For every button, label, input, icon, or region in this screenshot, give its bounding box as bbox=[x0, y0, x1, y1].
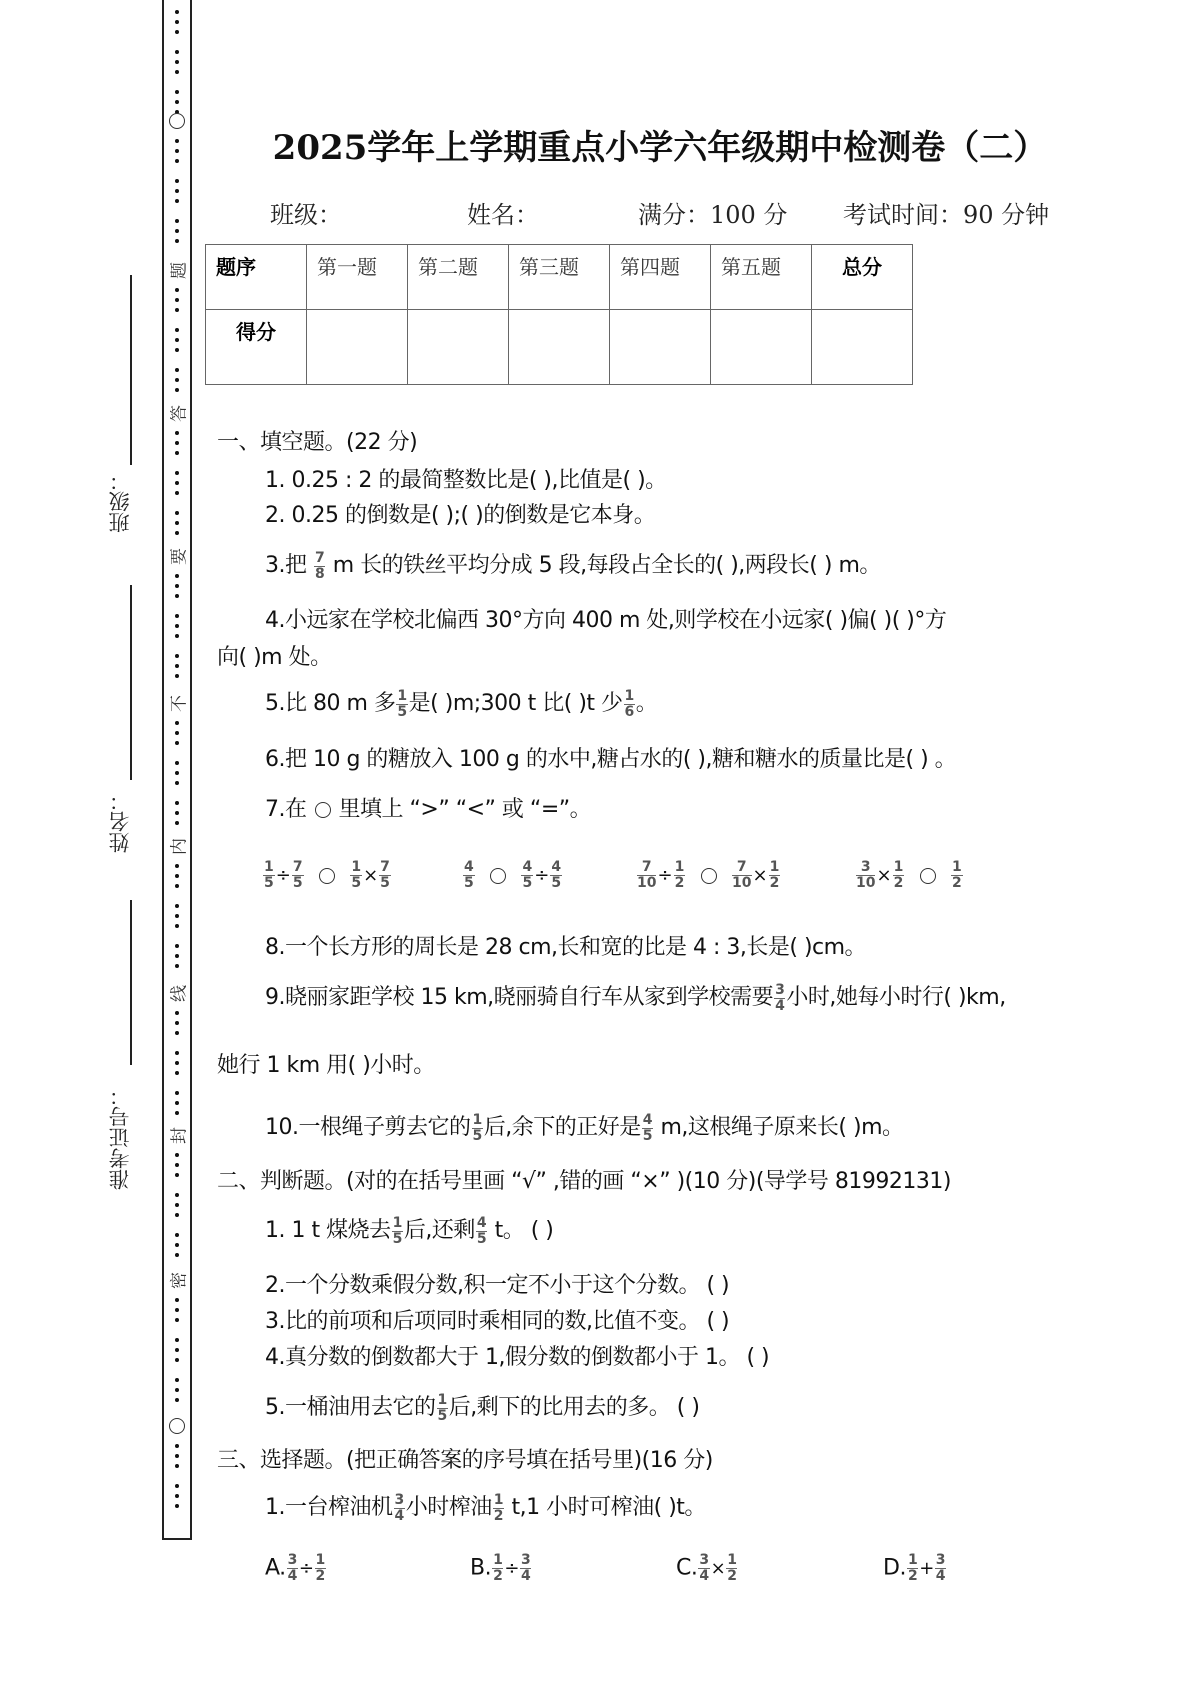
section1-heading: 一、填空题。(22 分) bbox=[217, 430, 418, 455]
dot-leader bbox=[175, 1378, 179, 1408]
score-cell-1[interactable] bbox=[307, 310, 408, 385]
s2-question-5: 5.一桶油用去它的 $\frac{1}{5}$ 后,剩下的比用去的多。 ( ) bbox=[265, 1391, 700, 1424]
section2-heading: 二、判断题。(对的在括号里画 “√” ,错的画 “×” )(10 分)(导学号 81992131) bbox=[217, 1169, 951, 1194]
binding-strip-dots bbox=[164, 0, 190, 1538]
s3-question-1: 1.一台榨油机 $\frac{3}{4}$ 小时榨油 $\frac{1}{2}$ t,1 小时可榨油( )t。 bbox=[265, 1491, 706, 1524]
dot-leader bbox=[175, 1298, 179, 1328]
binding-strip-char: 内 bbox=[169, 838, 190, 855]
section3-heading: 三、选择题。(把正确答案的序号填在括号里)(16 分) bbox=[217, 1448, 713, 1473]
s1-question-4-line1: 4.小远家在学校北偏西 30°方向 400 m 处,则学校在小远家( )偏( )( )°方 bbox=[265, 608, 947, 633]
score-cell-4[interactable] bbox=[610, 310, 711, 385]
option-c[interactable]: C. $\frac{3}{4}$ × $\frac{1}{2}$ bbox=[676, 1552, 737, 1584]
table-cell-q1: 第一题 bbox=[317, 255, 377, 279]
s2-question-1: 1. 1 t 煤烧去 $\frac{1}{5}$ 后,还剩 $\frac{4}{5}$ t。 ( ) bbox=[265, 1214, 554, 1247]
s1-question-9-line2: 她行 1 km 用( )小时。 bbox=[217, 1053, 435, 1078]
binding-strip-char: 封 bbox=[169, 1127, 190, 1144]
score-cell-total[interactable] bbox=[812, 310, 913, 385]
dot-leader bbox=[175, 574, 179, 604]
s1-question-9: 9.晓丽家距学校 15 km,晓丽骑自行车从家到学校需要 $\frac{3}{4}$ 小时,她每小时行( )km, bbox=[265, 981, 1006, 1014]
dot-leader bbox=[175, 654, 179, 684]
binding-strip-char: 密 bbox=[169, 1272, 190, 1289]
dot-leader bbox=[175, 288, 179, 318]
table-cell-q5: 第五题 bbox=[721, 255, 781, 279]
dot-leader bbox=[175, 10, 179, 40]
dot-leader bbox=[175, 50, 179, 80]
fraction: $\frac{1}{6}$ bbox=[624, 687, 634, 720]
dot-leader bbox=[175, 1153, 179, 1183]
table-cell-heading: 题序 bbox=[216, 255, 256, 279]
side-line-class bbox=[130, 275, 132, 465]
option-b[interactable]: B. $\frac{1}{2}$ ÷ $\frac{3}{4}$ bbox=[470, 1552, 531, 1584]
compare-item-4: $\frac{3}{10}$ × $\frac{1}{2}$ $\frac{1}{2}$ bbox=[856, 859, 962, 891]
fraction: $\frac{1}{5}$ bbox=[397, 687, 407, 720]
s2-question-4: 4.真分数的倒数都大于 1,假分数的倒数都小于 1。 ( ) bbox=[265, 1345, 770, 1370]
binding-strip-char: 线 bbox=[169, 985, 190, 1002]
side-label-name: 姓名： bbox=[108, 790, 132, 853]
full-score: 满分：100 分 bbox=[638, 201, 788, 229]
s1-question-7: 7.在 里填上 “>” “<” 或 “=”。 bbox=[265, 797, 592, 822]
score-table-header-row bbox=[206, 245, 913, 310]
s1-question-3: 3.把 $\frac{7}{8}$ m 长的铁丝平均分成 5 段,每段占全长的( ),两段长( ) m。 bbox=[265, 549, 881, 582]
fraction: $\frac{1}{2}$ bbox=[493, 1491, 504, 1524]
dot-leader bbox=[175, 139, 179, 169]
dot-leader bbox=[175, 1051, 179, 1081]
dot-leader bbox=[175, 1484, 179, 1514]
side-label-class: 班级： bbox=[108, 470, 132, 533]
dot-leader bbox=[175, 1091, 179, 1121]
dot-leader bbox=[175, 179, 179, 209]
compare-item-2: $\frac{4}{5}$ $\frac{4}{5}$ ÷ $\frac{4}{5}$ bbox=[464, 859, 562, 891]
fraction: $\frac{1}{5}$ bbox=[472, 1111, 482, 1144]
binding-strip bbox=[162, 0, 192, 1540]
option-d[interactable]: D. $\frac{1}{2}$ + $\frac{3}{4}$ bbox=[883, 1552, 946, 1584]
binding-strip-char: 不 bbox=[169, 695, 190, 712]
dot-leader bbox=[175, 1193, 179, 1223]
fraction: $\frac{4}{5}$ bbox=[642, 1111, 652, 1144]
s1-question-6: 6.把 10 g 的糖放入 100 g 的水中,糖占水的( ),糖和糖水的质量比是( ) 。 bbox=[265, 747, 957, 772]
compare-item-3: $\frac{7}{10}$ ÷ $\frac{1}{2}$ $\frac{7}{10}$ × $\frac{1}{2}$ bbox=[637, 859, 780, 891]
dot-leader bbox=[175, 864, 179, 894]
name-label: 姓名： bbox=[467, 201, 539, 229]
compare-circle-input[interactable] bbox=[319, 868, 335, 884]
score-cell-3[interactable] bbox=[509, 310, 610, 385]
binding-strip-char: 要 bbox=[169, 548, 190, 565]
dot-leader bbox=[175, 511, 179, 541]
table-cell-score-label: 得分 bbox=[236, 320, 276, 344]
option-a[interactable]: A. $\frac{3}{4}$ ÷ $\frac{1}{2}$ bbox=[265, 1552, 325, 1584]
compare-circle-input[interactable] bbox=[701, 868, 717, 884]
compare-circle-input[interactable] bbox=[920, 868, 936, 884]
fraction: $\frac{3}{4}$ bbox=[394, 1491, 404, 1524]
dot-leader bbox=[175, 944, 179, 974]
dot-leader bbox=[175, 1011, 179, 1041]
dot-leader bbox=[175, 431, 179, 461]
binding-ring-icon bbox=[169, 113, 185, 129]
s1-question-8: 8.一个长方形的周长是 28 cm,长和宽的比是 4 : 3,长是( )cm。 bbox=[265, 935, 867, 960]
compare-circle-input[interactable] bbox=[490, 868, 506, 884]
dot-leader bbox=[175, 761, 179, 791]
fraction: $\frac{3}{4}$ bbox=[775, 981, 785, 1014]
s1-question-4-line2: 向( )m 处。 bbox=[217, 645, 332, 670]
page-title: 2025学年上学期重点小学六年级期中检测卷（二） bbox=[272, 128, 1048, 168]
binding-strip-char: 题 bbox=[169, 262, 190, 279]
s2-question-3: 3.比的前项和后项同时乘相同的数,比值不变。 ( ) bbox=[265, 1309, 730, 1334]
s2-question-2: 2.一个分数乘假分数,积一定不小于这个分数。 ( ) bbox=[265, 1273, 730, 1298]
dot-leader bbox=[175, 328, 179, 358]
table-cell-total: 总分 bbox=[842, 255, 882, 279]
fraction: $\frac{1}{5}$ bbox=[437, 1391, 447, 1424]
s1-question-2: 2. 0.25 的倒数是( );( )的倒数是它本身。 bbox=[265, 503, 656, 528]
circle-icon bbox=[315, 802, 331, 818]
dot-leader bbox=[175, 1444, 179, 1474]
fraction: $\frac{7}{8}$ bbox=[315, 549, 325, 582]
binding-strip-char: 答 bbox=[169, 405, 190, 422]
compare-item-1: $\frac{1}{5}$ ÷ $\frac{7}{5}$ $\frac{1}{5}$ × $\frac{7}{5}$ bbox=[264, 859, 390, 891]
dot-leader bbox=[175, 1233, 179, 1263]
class-label: 班级： bbox=[270, 201, 342, 229]
table-cell-q3: 第三题 bbox=[519, 255, 579, 279]
score-table-score-row bbox=[206, 310, 913, 385]
fraction: $\frac{4}{5}$ bbox=[476, 1214, 487, 1247]
dot-leader bbox=[175, 219, 179, 249]
dot-leader bbox=[175, 471, 179, 501]
dot-leader bbox=[175, 904, 179, 934]
table-cell-q4: 第四题 bbox=[620, 255, 680, 279]
fraction: $\frac{1}{5}$ bbox=[392, 1214, 402, 1247]
side-label-exam-id: 准考证号： bbox=[108, 1085, 132, 1190]
s1-question-5: 5.比 80 m 多 $\frac{1}{5}$ 是( )m;300 t 比( )t 少 $\frac{1}{6}$ 。 bbox=[265, 687, 658, 720]
dot-leader bbox=[175, 368, 179, 398]
table-cell-q2: 第二题 bbox=[418, 255, 478, 279]
dot-leader bbox=[175, 1338, 179, 1368]
s1-question-10: 10.一根绳子剪去它的 $\frac{1}{5}$ 后,余下的正好是 $\frac{4}{5}$ m,这根绳子原来长( )m。 bbox=[265, 1111, 904, 1144]
s1-question-1: 1. 0.25 : 2 的最简整数比是( ),比值是( )。 bbox=[265, 468, 667, 493]
binding-ring-icon bbox=[169, 1418, 185, 1434]
score-cell-2[interactable] bbox=[408, 310, 509, 385]
dot-leader bbox=[175, 721, 179, 751]
score-cell-5[interactable] bbox=[711, 310, 812, 385]
side-line-id bbox=[130, 900, 132, 1065]
exam-time: 考试时间：90 分钟 bbox=[843, 201, 1050, 229]
side-line-name bbox=[130, 585, 132, 780]
dot-leader bbox=[175, 614, 179, 644]
dot-leader bbox=[175, 801, 179, 831]
score-table bbox=[205, 244, 913, 385]
